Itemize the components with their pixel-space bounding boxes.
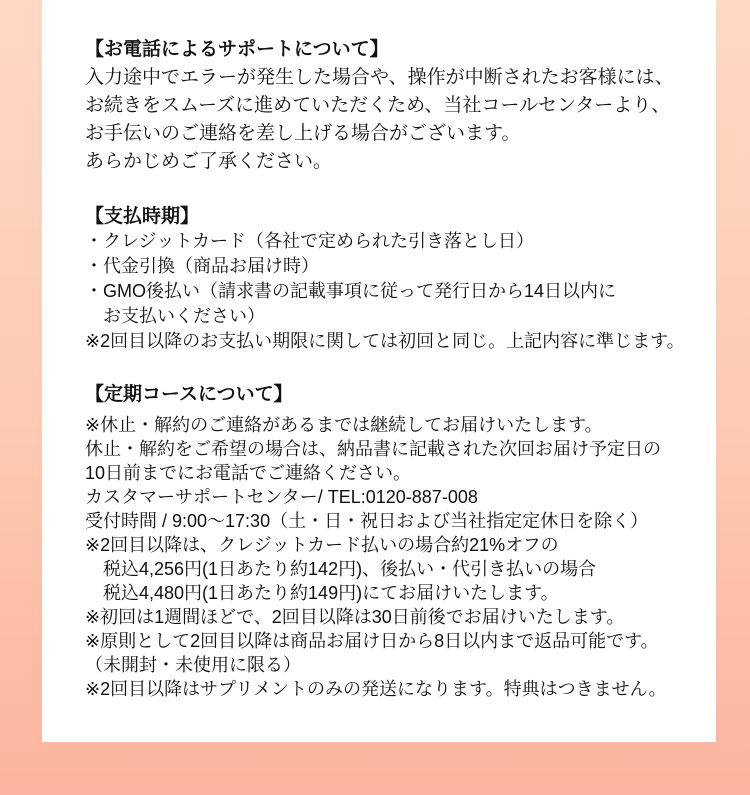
terms-section [85, 204, 712, 354]
terms-section [85, 36, 712, 176]
text-line: ※初回は1週間ほどで、2回目以降は30日前後でお届けいたします。 [85, 607, 625, 627]
text-line: お続きをスムーズに進めていただくため、当社コールセンターより、 [85, 95, 671, 116]
text-line: （未開封・未使用に限る） [85, 655, 301, 675]
section-title: 【支払時期】 [85, 206, 200, 227]
text-line: ・代金引換（商品お届け時） [85, 256, 319, 276]
text-line: ・GMO後払い（請求書の記載事項に従って発行日から14日以内に [85, 281, 617, 301]
text-line: ※2回目以降はサプリメントのみの発送になります。特典はつきません。 [85, 679, 667, 699]
text-line: ※原則として2回目以降は商品お届け日から8日以内まで返品可能です。 [85, 631, 659, 651]
text-line: 10日前までにお電話でご連絡ください。 [85, 463, 412, 483]
text-line: 受付時間 / 9:00〜17:30（土・日・祝日および当社指定定休日を除く） [85, 511, 649, 531]
text-line: ・クレジットカード（各社で定められた引き落とし日） [85, 231, 535, 251]
text-line: お手伝いのご連絡を差し上げる場合がございます。 [85, 123, 521, 144]
text-line: 休止・解約をご希望の場合は、納品書に記載された次回お届け予定日の [85, 439, 661, 459]
text-line: 入力途中でエラーが発生した場合や、操作が中断されたお客様には、 [85, 67, 674, 88]
terms-card [42, 0, 716, 742]
text-line: 税込4,256円(1日あたり約142円)、後払い・代引き払いの場合 [85, 559, 597, 579]
terms-section [85, 382, 712, 701]
text-line: ※2回目以降のお支払い期限に関しては初回と同じ。上記内容に準じます。 [85, 331, 685, 351]
text-line: あらかじめご了承ください。 [85, 151, 333, 172]
section-title: 【定期コースについて】 [85, 384, 293, 405]
terms-sections [85, 36, 712, 701]
text-line: ※2回目以降は、クレジットカード払いの場合約21%オフの [85, 535, 559, 555]
text-line: お支払いください） [85, 306, 265, 326]
text-line: ※休止・解約のご連絡があるまでは継続してお届けいたします。 [85, 415, 603, 435]
text-line: カスタマーサポートセンター/ TEL:0120-887-008 [85, 487, 478, 507]
text-line: 税込4,480円(1日あたり約149円)にてお届けいたします。 [85, 583, 559, 603]
section-title: 【お電話によるサポートについて】 [85, 39, 389, 60]
